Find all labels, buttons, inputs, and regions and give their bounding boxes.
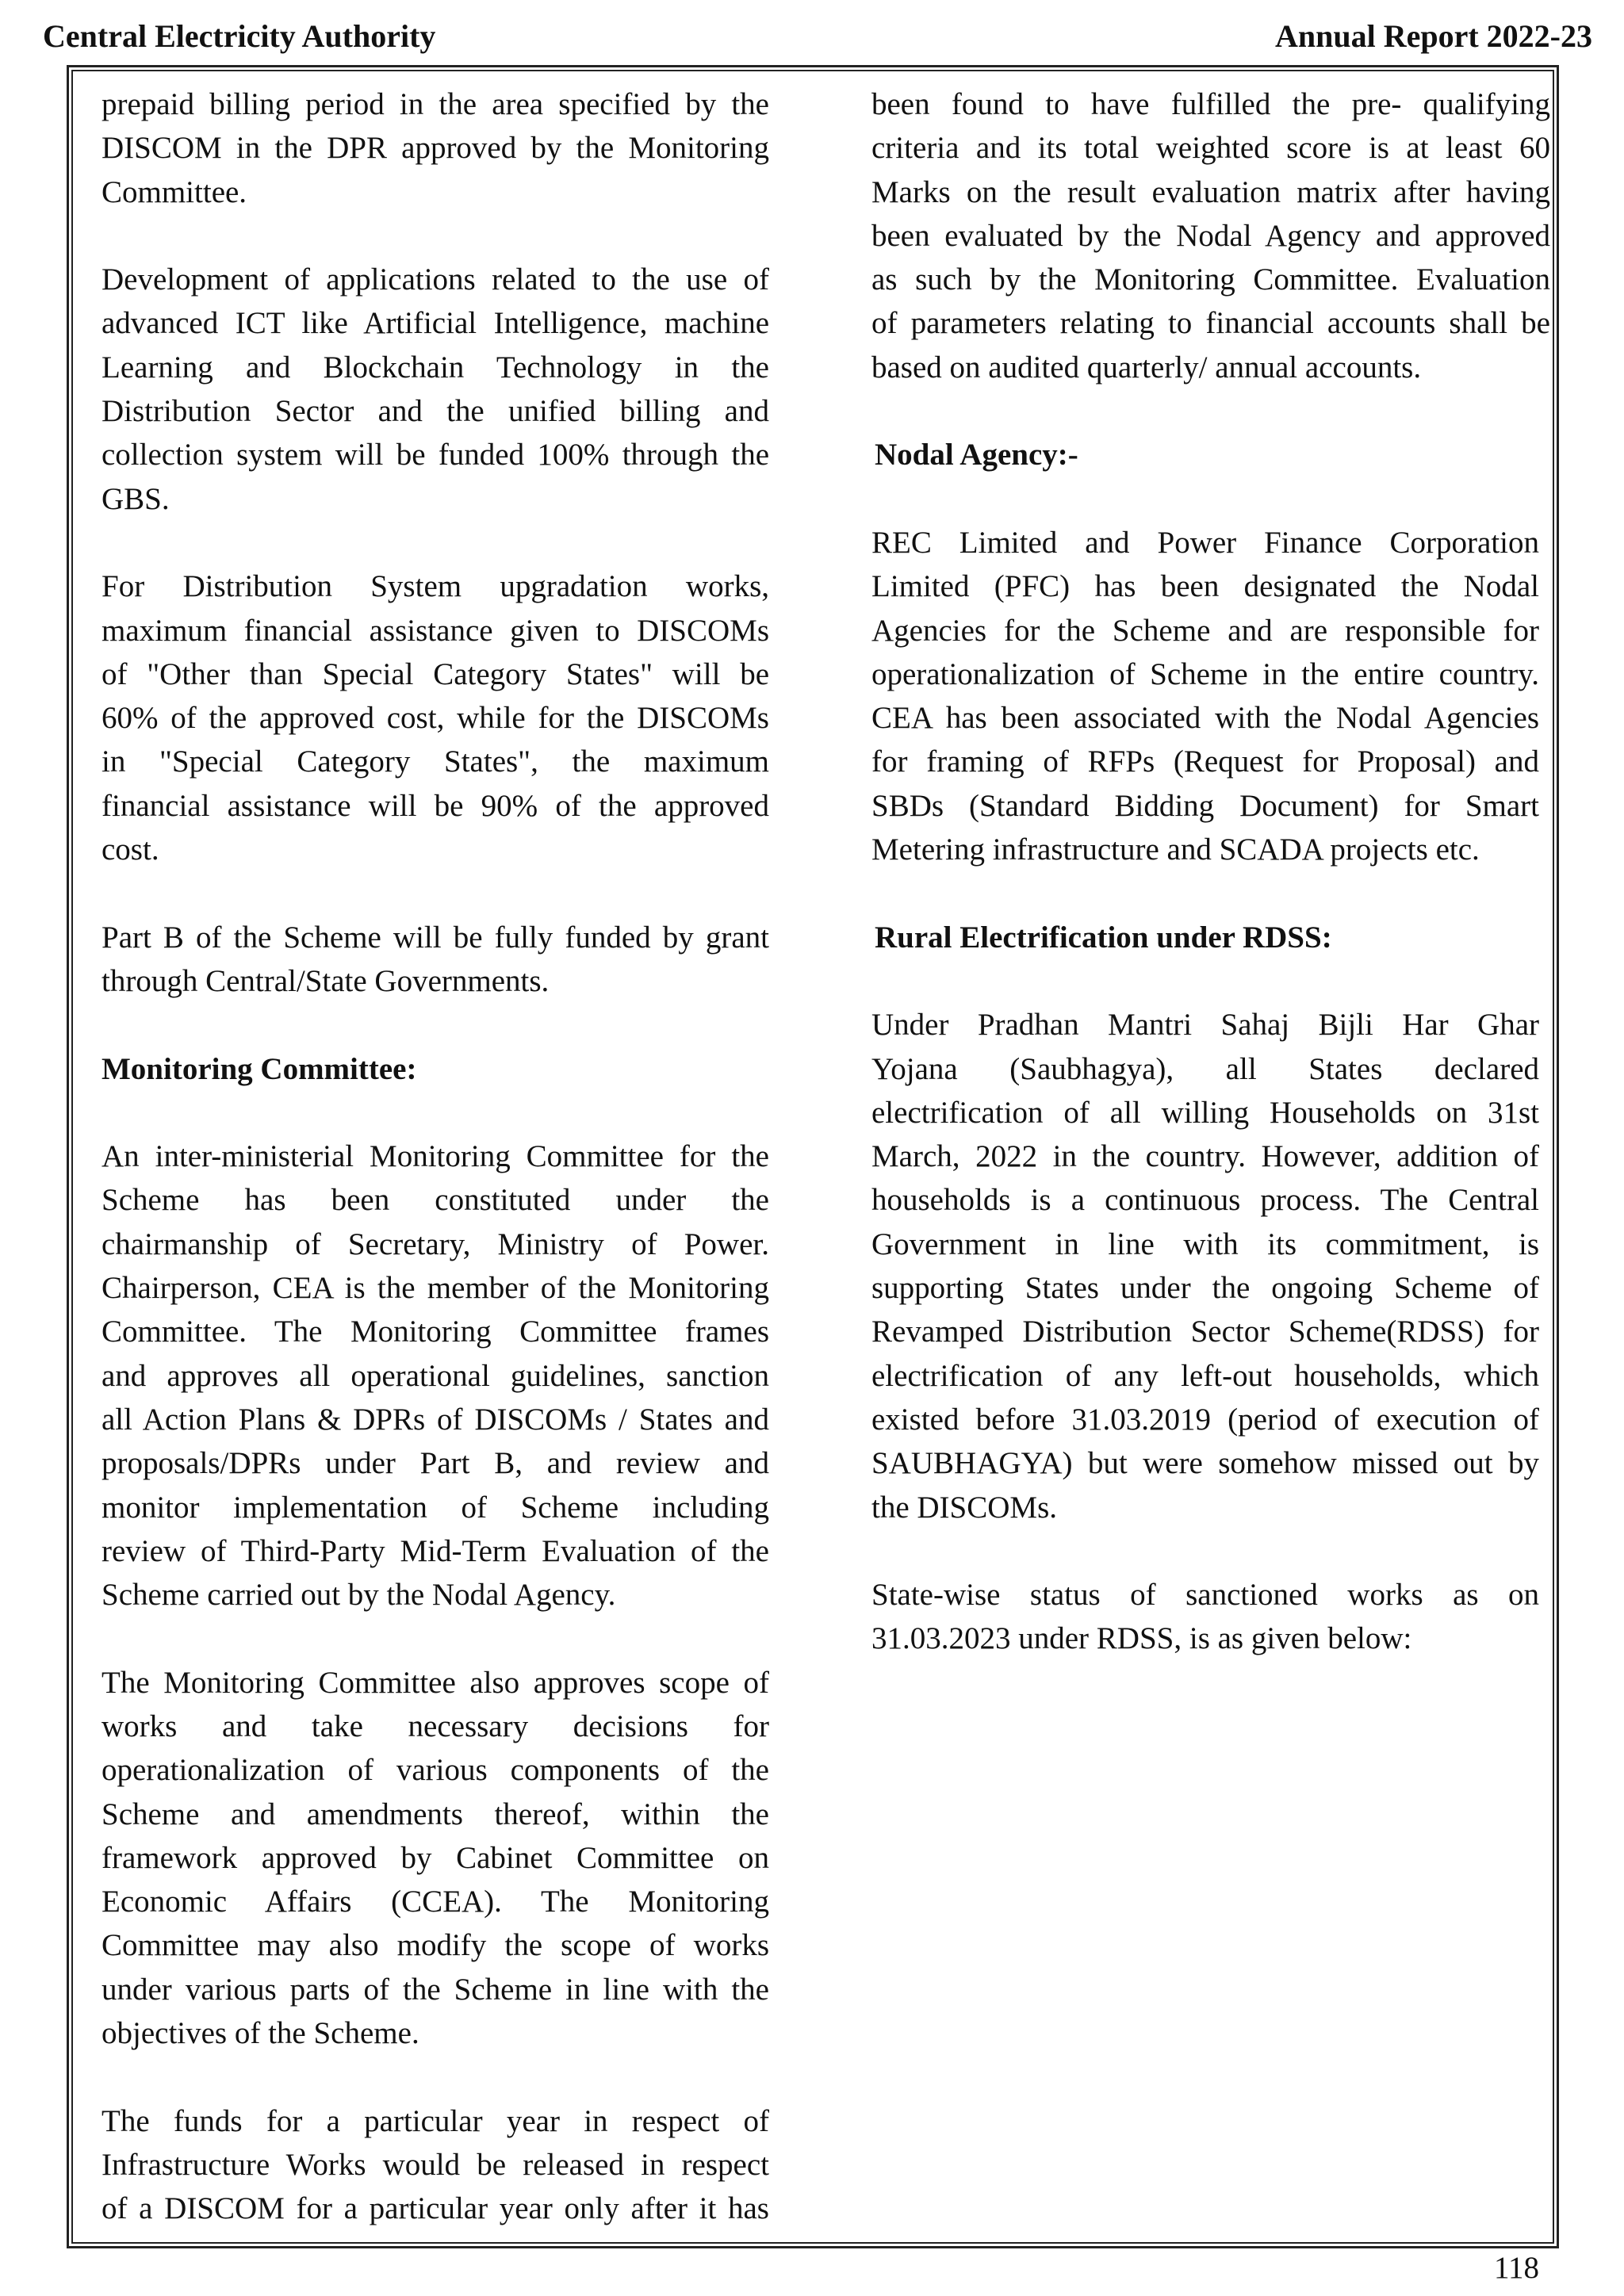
text-line: based on audited quarterly/ annual accounts. — [871, 350, 1422, 385]
text-line: supporting States under the ongoing Scheme of — [871, 1271, 1539, 1306]
text-line: collection system will be funded 100% through the — [102, 438, 769, 473]
text-line: Scheme and amendments thereof, within the — [102, 1797, 769, 1831]
text-line: maximum financial assistance given to DISCOMs — [102, 613, 769, 648]
text-line: The Monitoring Committee also approves scope of — [102, 1665, 769, 1700]
paragraph — [102, 258, 769, 521]
text-line: chairmanship of Secretary, Ministry of Power. — [102, 1226, 769, 1261]
text-line: The funds for a particular year in respect of — [102, 2103, 769, 2138]
text-line: under various parts of the Scheme in line with the — [102, 1972, 769, 2007]
text-line: Committee may also modify the scope of works — [102, 1928, 769, 1963]
text-line: households is a continuous process. The Central — [871, 1183, 1539, 1218]
left-column — [102, 82, 769, 2275]
paragraph — [102, 1135, 769, 1617]
text-line: Economic Affairs (CCEA). The Monitoring — [102, 1885, 769, 1919]
section-heading — [871, 433, 1550, 476]
paragraph — [871, 82, 1550, 389]
text-line: financial assistance will be 90% of the approved — [102, 788, 769, 823]
text-line: been evaluated by the Nodal Agency and approved — [871, 218, 1550, 253]
text-line: For Distribution System upgradation works, — [102, 569, 769, 604]
paragraph — [871, 521, 1539, 871]
text-line: Chairperson, CEA is the member of the Monitoring — [102, 1271, 769, 1306]
text-line: review of Third-Party Mid-Term Evaluation of the — [102, 1533, 769, 1568]
text-line: CEA has been associated with the Nodal Agencies — [871, 701, 1539, 736]
text-line: framework approved by Cabinet Committee on — [102, 1840, 769, 1875]
text-line: criteria and its total weighted score is at least 60 — [871, 131, 1550, 166]
right-column — [871, 82, 1550, 1705]
text-line: monitor implementation of Scheme including — [102, 1490, 769, 1525]
text-line: of parameters relating to financial accounts shall be — [871, 306, 1550, 341]
text-line: advanced ICT like Artificial Intelligence, machine — [102, 306, 769, 341]
text-line: proposals/DPRs under Part B, and review and — [102, 1446, 769, 1481]
text-line: Development of applications related to the use of — [102, 262, 769, 297]
text-line: Under Pradhan Mantri Sahaj Bijli Har Ghar — [871, 1008, 1539, 1043]
text-line: Agencies for the Scheme and are responsible for — [871, 613, 1539, 648]
text-line: works and take necessary decisions for — [102, 1709, 769, 1743]
paragraph — [871, 1003, 1539, 1529]
text-line: Committee. The Monitoring Committee frames — [102, 1314, 769, 1349]
text-line: An inter-ministerial Monitoring Committee for the — [102, 1139, 769, 1174]
text-line: Learning and Blockchain Technology in the — [102, 350, 769, 385]
text-line: for framing of RFPs (Request for Proposal) and — [871, 744, 1539, 779]
text-line: Yojana (Saubhagya), all States declared — [871, 1051, 1539, 1086]
text-line: Monitoring Committee: — [102, 1051, 417, 1086]
text-line: Limited (PFC) has been designated the Nodal — [871, 569, 1539, 604]
text-line: electrification of any left-out households, which — [871, 1358, 1539, 1393]
text-line: as such by the Monitoring Committee. Evaluation — [871, 262, 1550, 297]
paragraph — [102, 916, 769, 1004]
text-line: DISCOM in the DPR approved by the Monitoring — [102, 131, 769, 166]
text-line: Scheme carried out by the Nodal Agency. — [102, 1578, 616, 1613]
text-line: cost. — [102, 832, 159, 867]
text-line: 60% of the approved cost, while for the DISCOMs — [102, 701, 769, 736]
text-line: of a DISCOM for a particular year only after it has — [102, 2191, 769, 2226]
text-line: SBDs (Standard Bidding Document) for Smart — [871, 788, 1539, 823]
text-line: in "Special Category States", the maximum — [102, 744, 769, 779]
text-line: been found to have fulfilled the pre- qualifying — [871, 87, 1550, 121]
text-line: through Central/State Governments. — [102, 963, 550, 998]
text-line: State-wise status of sanctioned works as on — [871, 1578, 1539, 1613]
paragraph — [871, 1573, 1539, 1661]
section-heading — [102, 1047, 769, 1091]
text-line: electrification of all willing Households on 31st — [871, 1095, 1539, 1130]
text-line: Government in line with its commitment, is — [871, 1226, 1539, 1261]
text-line: Marks on the result evaluation matrix after having — [871, 174, 1550, 209]
text-line: GBS. — [102, 481, 170, 516]
text-line: objectives of the Scheme. — [102, 2016, 419, 2051]
text-line: Infrastructure Works would be released in respect — [102, 2147, 769, 2182]
text-line: the DISCOMs. — [871, 1490, 1058, 1525]
page-number: 118 — [1494, 2251, 1540, 2285]
text-line: Committee. — [102, 174, 247, 209]
paragraph — [102, 82, 769, 214]
text-line: March, 2022 in the country. However, addition of — [871, 1139, 1539, 1174]
text-line: Scheme has been constituted under the — [102, 1183, 769, 1218]
text-line: Part B of the Scheme will be fully funded by grant — [102, 920, 769, 955]
paragraph — [102, 564, 769, 871]
text-line: Nodal Agency:- — [875, 438, 1078, 473]
text-line: REC Limited and Power Finance Corporation — [871, 525, 1539, 560]
text-line: Rural Electrification under RDSS: — [875, 920, 1332, 955]
section-heading — [871, 916, 1542, 959]
text-line: operationalization of Scheme in the entire country. — [871, 656, 1539, 691]
text-line: of "Other than Special Category States" will be — [102, 656, 769, 691]
text-line: Metering infrastructure and SCADA projects etc. — [871, 832, 1480, 867]
text-line: existed before 31.03.2019 (period of execution of — [871, 1402, 1539, 1437]
text-line: all Action Plans & DPRs of DISCOMs / States and — [102, 1402, 769, 1437]
header-organization: Central Electricity Authority — [43, 18, 436, 54]
text-line: Distribution Sector and the unified billing and — [102, 394, 769, 429]
paragraph — [102, 1661, 769, 2056]
header-report-title: Annual Report 2022-23 — [1274, 18, 1592, 54]
text-line: SAUBHAGYA) but were somehow missed out by — [871, 1446, 1539, 1481]
paragraph — [102, 2099, 769, 2231]
text-line: Revamped Distribution Sector Scheme(RDSS) for — [871, 1314, 1539, 1349]
text-line: prepaid billing period in the area specified by the — [102, 87, 769, 121]
text-line: operationalization of various components of the — [102, 1753, 769, 1788]
text-line: 31.03.2023 under RDSS, is as given below: — [871, 1621, 1412, 1656]
text-line: and approves all operational guidelines, sanction — [102, 1358, 769, 1393]
